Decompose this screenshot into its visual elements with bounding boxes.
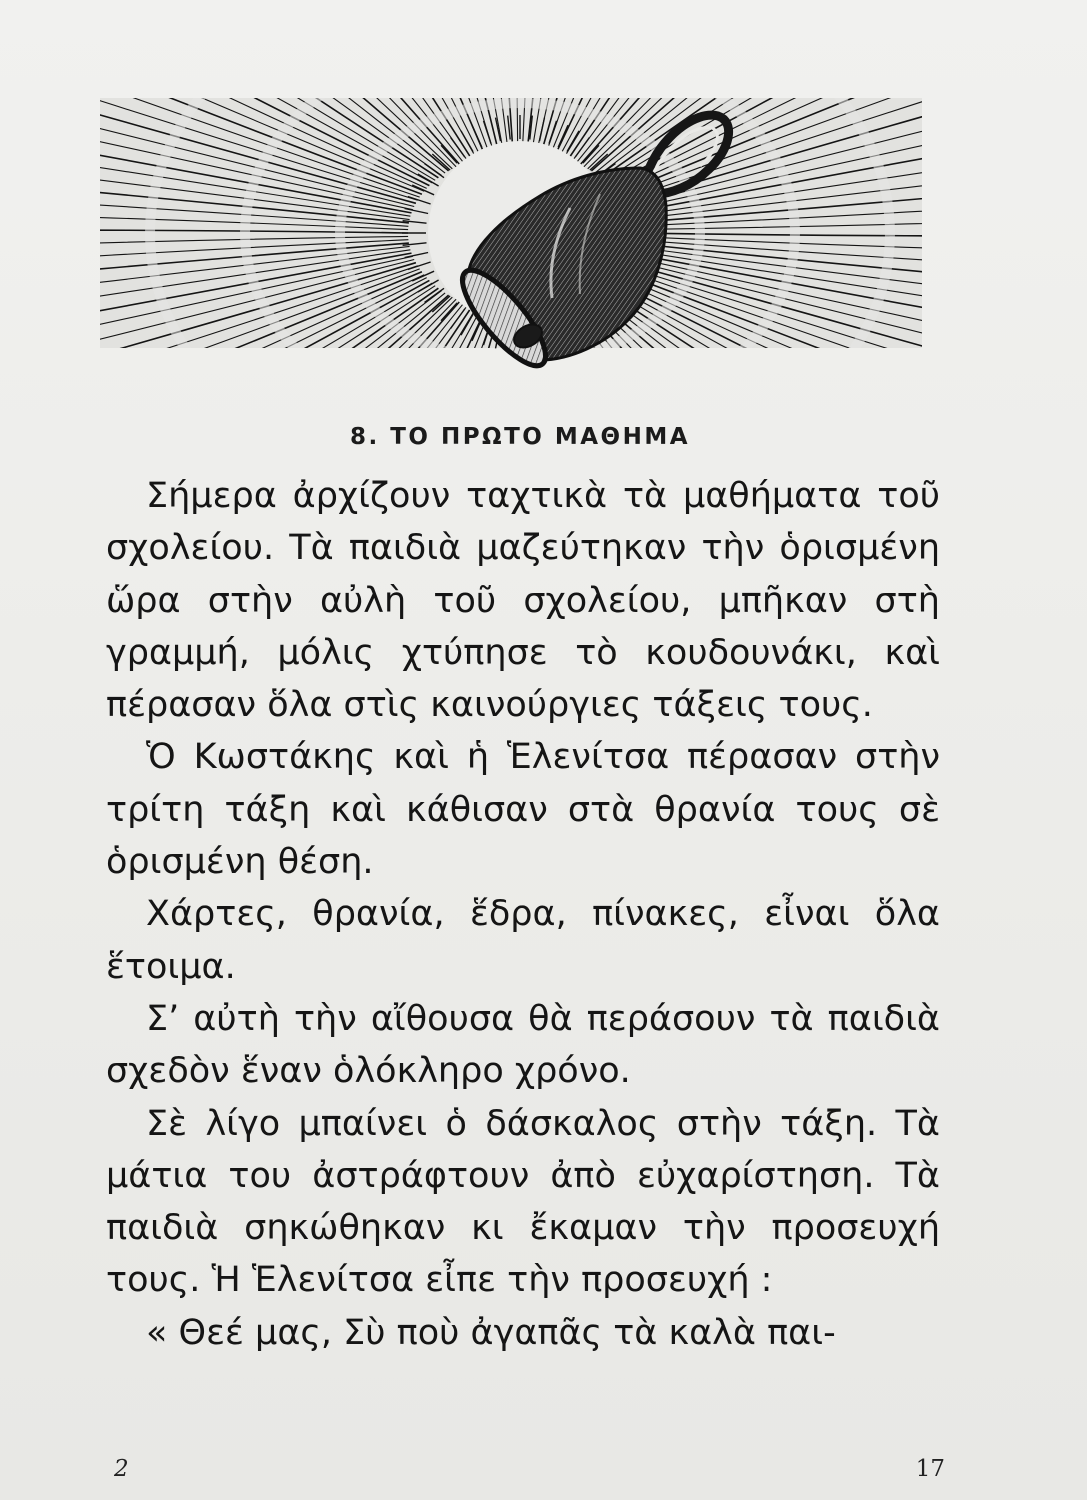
paragraph: Σὲ λίγο μπαίνει ὁ δάσκαλος στὴν τάξη. Τὰ μάτια του ἀστράφτουν ἀπὸ εὐχαρίστηση. Τὰ παιδιὰ σηκώθηκαν κι ἔκαμαν τὴν προσευχή τους. Ἡ Ἑλενίτσα εἶπε τὴν προσευχή : xyxy=(106,1103,940,1301)
paragraph: Χάρτες, θρανία, ἕδρα, πίνακες, εἶναι ὅλα ἕτοιμα. xyxy=(106,894,940,987)
chapter-title: 8. ΤΟ ΠΡΩΤΟ ΜΑΘΗΜΑ xyxy=(349,424,691,450)
signature-mark: 2 xyxy=(114,1456,129,1482)
page-number: 17 xyxy=(915,1456,945,1482)
paragraph: Ὁ Κωστάκης καὶ ἡ Ἑλενίτσα πέρασαν στὴν τρίτη τάξη καὶ κάθισαν στὰ θρανία τους σὲ ὁρισμένη θέση. xyxy=(106,737,940,883)
paragraph: Σήμερα ἀρχίζουν ταχτικὰ τὰ μαθήματα τοῦ σχολείου. Τὰ παιδιὰ μαζεύτηκαν τὴν ὁρισμένη ὥρα στὴν αὐλὴ τοῦ σχολείου, μπῆκαν στὴ γραμμή, μόλις χτύπησε τὸ κουδουνάκι, καὶ πέρασαν ὅλα στὶς καινούργιες τάξεις τους. xyxy=(106,476,940,726)
paragraph: Σ’ αὐτὴ τὴν αἴθουσα θὰ περάσουν τὰ παιδιὰ σχεδὸν ἕναν ὁλόκληρο χρόνο. xyxy=(106,998,940,1092)
paragraph: « Θεέ μας, Σὺ ποὺ ἀγαπᾶς τὰ καλὰ παι- xyxy=(146,1312,836,1353)
bell-illustration xyxy=(100,98,922,390)
bell-drawing xyxy=(100,98,922,390)
chapter-body xyxy=(106,470,940,1359)
